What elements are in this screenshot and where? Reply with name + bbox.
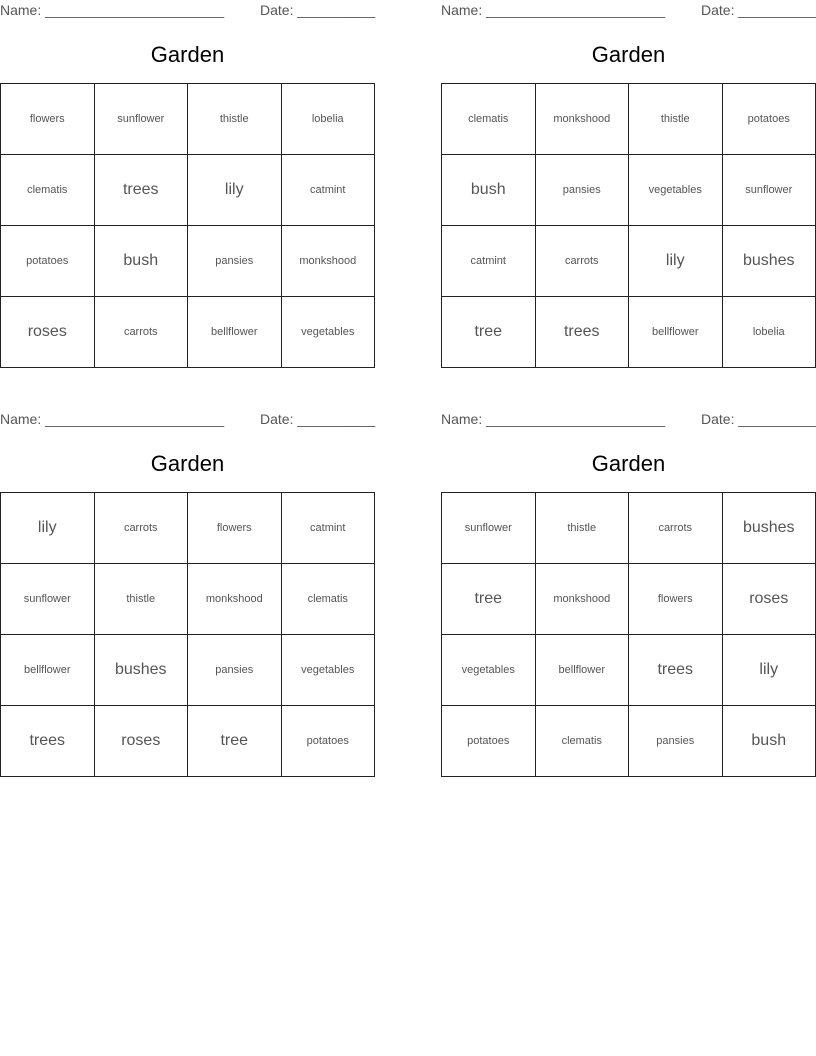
grid-cell: bushes [722,493,816,564]
grid-cell: sunflower [722,155,816,226]
grid-cell: catmint [281,155,375,226]
grid-cell: monkshood [281,226,375,297]
grid-cell: potatoes [442,706,536,777]
grid-cell: monkshood [535,84,629,155]
grid-cell: clematis [442,84,536,155]
grid-cell: thistle [629,84,723,155]
bingo-grid [0,492,375,777]
grid-cell: bellflower [629,297,723,368]
grid-row [442,297,816,368]
grid-cell: sunflower [442,493,536,564]
card-header [0,0,375,22]
grid-cell: lily [1,493,95,564]
grid-cell: lily [188,155,282,226]
grid-row [442,226,816,297]
grid-cell: clematis [535,706,629,777]
grid-row [1,564,375,635]
grid-cell: roses [94,706,188,777]
grid-cell: bushes [722,226,816,297]
card-header [441,409,816,431]
bingo-grid [441,83,816,368]
grid-cell: sunflower [1,564,95,635]
grid-cell: vegetables [281,297,375,368]
grid-cell: trees [535,297,629,368]
grid-row [1,155,375,226]
name-field-label: Name: _______________________ [0,411,225,427]
grid-cell: carrots [94,493,188,564]
card-title: Garden [150,451,225,476]
grid-cell: vegetables [442,635,536,706]
grid-row [1,706,375,777]
grid-cell: tree [188,706,282,777]
grid-row [1,493,375,564]
card-title: Garden [150,42,225,67]
grid-row [1,635,375,706]
grid-row [442,635,816,706]
date-field-label: Date: __________ [260,2,376,18]
grid-cell: flowers [188,493,282,564]
grid-cell: thistle [188,84,282,155]
grid-cell: bush [94,226,188,297]
grid-cell: bush [442,155,536,226]
grid-cell: flowers [629,564,723,635]
card-header [441,0,816,22]
grid-cell: bushes [94,635,188,706]
grid-cell: potatoes [281,706,375,777]
grid-cell: monkshood [535,564,629,635]
name-field-label: Name: _______________________ [0,2,225,18]
bingo-card-1 [0,0,376,340]
grid-cell: carrots [94,297,188,368]
grid-row [442,493,816,564]
grid-cell: vegetables [281,635,375,706]
bingo-card-3 [0,409,376,749]
grid-row [442,155,816,226]
date-field-label: Date: __________ [701,2,816,18]
grid-cell: thistle [94,564,188,635]
grid-cell: pansies [188,226,282,297]
bingo-card-4 [441,409,816,749]
grid-cell: monkshood [188,564,282,635]
grid-cell: bellflower [535,635,629,706]
date-field-label: Date: __________ [260,411,376,427]
grid-cell: vegetables [629,155,723,226]
grid-cell: lily [722,635,816,706]
grid-row [442,706,816,777]
grid-cell: lobelia [281,84,375,155]
grid-cell: thistle [535,493,629,564]
date-field-label: Date: __________ [701,411,816,427]
grid-cell: roses [722,564,816,635]
grid-cell: potatoes [1,226,95,297]
grid-cell: pansies [629,706,723,777]
grid-row [1,84,375,155]
grid-cell: potatoes [722,84,816,155]
grid-cell: trees [629,635,723,706]
grid-cell: roses [1,297,95,368]
grid-cell: carrots [629,493,723,564]
grid-cell: tree [442,297,536,368]
name-field-label: Name: _______________________ [441,2,666,18]
grid-cell: lobelia [722,297,816,368]
grid-row [442,564,816,635]
grid-cell: trees [1,706,95,777]
grid-cell: bellflower [1,635,95,706]
grid-cell: sunflower [94,84,188,155]
grid-cell: lily [629,226,723,297]
grid-cell: carrots [535,226,629,297]
grid-cell: catmint [281,493,375,564]
grid-cell: bush [722,706,816,777]
grid-cell: clematis [1,155,95,226]
grid-cell: clematis [281,564,375,635]
grid-cell: trees [94,155,188,226]
card-title: Garden [591,42,666,67]
grid-cell: flowers [1,84,95,155]
grid-cell: pansies [188,635,282,706]
bingo-grid [441,492,816,777]
grid-cell: pansies [535,155,629,226]
grid-row [1,297,375,368]
grid-cell: bellflower [188,297,282,368]
bingo-grid [0,83,375,368]
bingo-card-2 [441,0,816,340]
grid-cell: catmint [442,226,536,297]
grid-row [442,84,816,155]
grid-cell: tree [442,564,536,635]
grid-row [1,226,375,297]
name-field-label: Name: _______________________ [441,411,666,427]
card-header [0,409,375,431]
card-title: Garden [591,451,666,476]
